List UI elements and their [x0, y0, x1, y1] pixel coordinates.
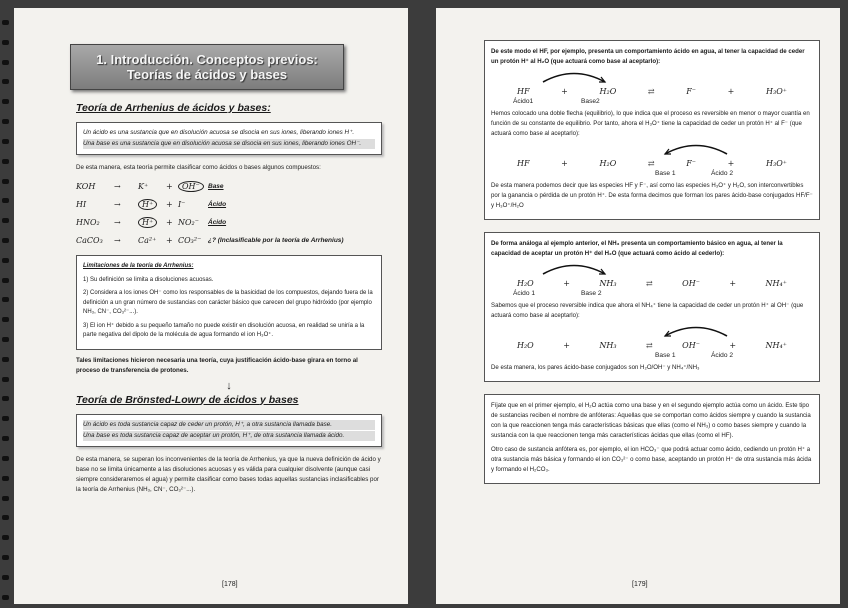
- eq-plus: +: [166, 217, 173, 227]
- arrhenius-intro-text: De esta manera, esta teoría permite clasificar como ácidos o bases algunos compuestos:: [76, 164, 321, 171]
- eq-term: OH⁻: [682, 279, 700, 288]
- hf-equation-2-labels: [491, 170, 813, 177]
- eq-equilibrium-arrow: ⇄: [647, 87, 655, 96]
- eq-term: H₃O⁺: [766, 159, 787, 168]
- equation-row: [76, 231, 382, 249]
- nh3-equation-2: [517, 341, 787, 350]
- limitations-title: Limitaciones de la teoría de Arrhenius:: [83, 263, 194, 269]
- eq-term: F⁻: [686, 87, 697, 96]
- eq-term: HF: [517, 87, 530, 96]
- eq-product-2: CO₃²⁻: [178, 235, 202, 245]
- hf-reversible-text: Hemos colocado una doble flecha (equilibrio), lo que indica que el proceso es reversible en menor o mayor cuantía en función de su constante de equilibrio. Por tanto, ahora el H₃O⁺ tiene la capacidad de ceder un protón H⁺ al F⁻ (que actuará como base al aceptarlo):: [491, 110, 810, 137]
- eq-label: ¿? (Inclasificable por la teoría de Arrhenius): [208, 236, 344, 244]
- equation-row: [76, 177, 382, 195]
- eq-reactant: CaCO₃: [76, 235, 103, 245]
- eq-plus: +: [727, 159, 735, 168]
- eq-term: H₂O: [517, 341, 534, 350]
- eq-reactant: KOH: [76, 181, 96, 191]
- species-label: Ácido 2: [711, 170, 733, 177]
- proton-transfer-arrow-icon: [491, 263, 813, 273]
- hf-equation-1: [517, 87, 787, 96]
- hf-equation-1-labels: [491, 98, 813, 105]
- bronsted-heading: Teoría de Brönsted-Lowry de ácidos y bases: [76, 393, 299, 406]
- bronsted-base-definition: Una base es toda sustancia capaz de aceptar un protón, H⁺, de otra sustancia llamada ácido.: [83, 431, 375, 441]
- eq-equilibrium-arrow: ⇄: [646, 279, 653, 288]
- eq-term: H₃O⁺: [766, 87, 787, 96]
- nh3-equation-2-labels: [491, 352, 813, 359]
- limitation-2: 2) Considera a los iones OH⁻ como los responsables de la basicidad de los compuestos, dejando fuera de la definición a un gran número de sustancias con carácter básico que carecen del grupo hidróxido (por ejemplo NH₃, CN⁻, CO₃²⁻...).: [83, 290, 373, 315]
- eq-product-1: K⁺: [138, 181, 149, 191]
- eq-term: F⁻: [686, 159, 697, 168]
- eq-plus: +: [166, 199, 173, 209]
- eq-term: NH₄⁺: [765, 341, 787, 350]
- chapter-title-banner: [70, 44, 344, 90]
- eq-plus: +: [166, 181, 173, 191]
- species-label: Ácido 2: [711, 352, 733, 359]
- down-arrow-icon: ↓: [226, 379, 232, 392]
- eq-arrow: →: [114, 235, 121, 245]
- chapter-title-line1: 1. Introducción. Conceptos previos:: [96, 52, 318, 67]
- eq-label: Ácido: [208, 200, 227, 208]
- eq-label: Ácido: [208, 218, 227, 226]
- proton-transfer-arrow-icon: [491, 71, 813, 81]
- species-label: Base 2: [581, 290, 602, 297]
- eq-term: NH₃: [599, 279, 617, 288]
- eq-product-1-circled: H⁺: [138, 217, 157, 228]
- eq-product-2: NO₂⁻: [178, 217, 199, 227]
- eq-term: HF: [517, 159, 530, 168]
- nh3-reversible-text: Sabemos que el proceso reversible indica que ahora el NH₄⁺ tiene la capacidad de ceder un protón H⁺ al OH⁻ (que actuará como base al aceptarlo):: [491, 302, 804, 319]
- equation-row: [76, 213, 382, 231]
- eq-plus: +: [563, 341, 570, 350]
- species-label: Ácido 1: [513, 290, 535, 297]
- bronsted-definition-box: [76, 414, 382, 447]
- eq-arrow: →: [114, 217, 121, 227]
- arrhenius-heading: Teoría de Arrhenius de ácidos y bases:: [76, 102, 271, 114]
- amphoteric-box: [484, 394, 820, 484]
- proton-transfer-arrow-icon: [491, 325, 813, 335]
- page-number-left: [178]: [222, 581, 238, 588]
- eq-plus: +: [563, 279, 570, 288]
- limitation-1: 1) Su definición se limita a disoluciones acuosas.: [83, 276, 214, 283]
- arrhenius-base-definition: Una base es una sustancia que en disolución acuosa se disocia en sus iones, liberando iones OH⁻.: [83, 139, 375, 149]
- page-number-right: [179]: [632, 581, 648, 588]
- hf-example-box: [484, 40, 820, 220]
- eq-label: Base: [208, 182, 224, 190]
- eq-term: OH⁻: [682, 341, 700, 350]
- eq-product-2: I⁻: [178, 199, 186, 209]
- eq-plus: +: [727, 87, 735, 96]
- species-label: Base 1: [655, 170, 676, 177]
- nh3-intro: De forma análoga al ejemplo anterior, el NH₃ presenta un comportamiento básico en agua, al tener la capacidad de aceptar un protón H⁺ del H₂O (que actuará como ácido al cederlo):: [491, 240, 783, 257]
- nh3-equation-1-labels: [491, 290, 813, 297]
- species-label: Base 1: [655, 352, 676, 359]
- left-page: [14, 8, 408, 604]
- eq-plus: +: [561, 87, 568, 96]
- eq-term: H₂O: [599, 87, 617, 96]
- right-page: [436, 8, 840, 604]
- arrhenius-equations: [76, 177, 382, 249]
- eq-plus: +: [166, 235, 173, 245]
- hf-equation-2: [517, 159, 787, 168]
- eq-plus: +: [729, 279, 737, 288]
- eq-term: H₂O: [517, 279, 534, 288]
- eq-reactant: HI: [76, 199, 87, 209]
- eq-term: NH₄⁺: [765, 279, 787, 288]
- arrhenius-definition-box: [76, 122, 382, 155]
- chapter-title-line2: Teorías de ácidos y bases: [126, 67, 288, 82]
- nh3-example-box: [484, 232, 820, 382]
- eq-plus: +: [729, 341, 737, 350]
- species-label: Ácido1: [513, 98, 534, 105]
- bronsted-text: De esta manera, se superan los inconvenientes de la teoría de Arrhenius, ya que la nueva definición de ácido y base no se limita únicamente a las disoluciones acuosas y es válida para cualquier disolvente (aunque casi siempre consideraremos el agua) y permite clasificar como bases todas aquellas sustancias inclasificables por la teoría de Arrhenius (NH₃, CN⁻, CO₃²⁻...).: [76, 455, 381, 493]
- arrhenius-acid-definition: Un ácido es una sustancia que en disolución acuosa se disocia en sus iones, liberando iones H⁺.: [83, 129, 355, 136]
- eq-arrow: →: [114, 199, 121, 209]
- nh3-equation-1: [517, 279, 787, 288]
- limitations-conclusion: Tales limitaciones hicieron necesaria una teoría, cuya justificación ácido-base girara en torno al proceso de transferencia de protones.: [76, 356, 358, 374]
- eq-plus: +: [561, 159, 568, 168]
- limitation-3: 3) El ion H⁺ debido a su pequeño tamaño no puede existir en disolución acuosa, en realidad se uniría a la parte negativa del dipolo de la molécula de agua formando el ion H₃O⁺.: [83, 322, 365, 338]
- amphoteric-text-2: Otro caso de sustancia anfótera es, por ejemplo, el ion HCO₃⁻ que podrá actuar como ácido, cediendo un protón H⁺ a otra sustancia más básica y formando el ion CO₃²⁻ o como base, aceptando un protón H⁺ de otra sustancia más ácida y formando el H₂CO₃.: [491, 446, 812, 473]
- hf-conjugate-pairs-text: De esta manera podemos decir que las especies HF y F⁻, así como las especies H₃O⁺ y H₂O, son interconvertibles por la ganancia o pérdida de un protón H⁺. De esta forma decimos que forman los pares ácido-base conjugados HF/F⁻ y H₃O⁺/H₂O: [491, 182, 813, 209]
- proton-transfer-arrow-icon: [491, 143, 813, 153]
- bronsted-acid-definition: Un ácido es toda sustancia capaz de ceder un protón, H⁺, a otra sustancia llamada base.: [83, 420, 375, 430]
- spiral-binding: [2, 20, 12, 600]
- limitations-box: [76, 255, 382, 350]
- species-label: Base2: [581, 98, 600, 105]
- eq-reactant: HNO₂: [76, 217, 100, 227]
- eq-equilibrium-arrow: ⇄: [646, 341, 653, 350]
- eq-product-1-circled: H⁺: [138, 199, 157, 210]
- nh3-conjugate-pairs-text: De esta manera, los pares ácido-base conjugados son H₂O/OH⁻ y NH₄⁺/NH₃: [491, 364, 700, 371]
- eq-equilibrium-arrow: ⇄: [647, 159, 655, 168]
- equation-row: [76, 195, 382, 213]
- eq-product-1: Ca²⁺: [138, 235, 157, 245]
- hf-intro: De este modo el HF, por ejemplo, presenta un comportamiento ácido en agua, al tener la capacidad de ceder un protón H⁺ al H₂O (que actuará como base al aceptarlo):: [491, 48, 805, 65]
- eq-term: NH₃: [599, 341, 617, 350]
- eq-term: H₂O: [599, 159, 617, 168]
- eq-arrow: →: [114, 181, 121, 191]
- amphoteric-text-1: Fíjate que en el primer ejemplo, el H₂O actúa como una base y en el segundo ejemplo actúa como un ácido. Este tipo de sustancias reciben el nombre de anfóteras: Aquellas que se comportan como ácidos siempre y cuando la sustancia con la que reaccionen tenga más características básicas que ellas (como el NH₃) o como bases siempre y cuando la sustancia con la que reaccionen tenga más características ácidas que ellas (como el HF).: [491, 402, 811, 439]
- eq-product-2-circled: OH⁻: [178, 181, 204, 192]
